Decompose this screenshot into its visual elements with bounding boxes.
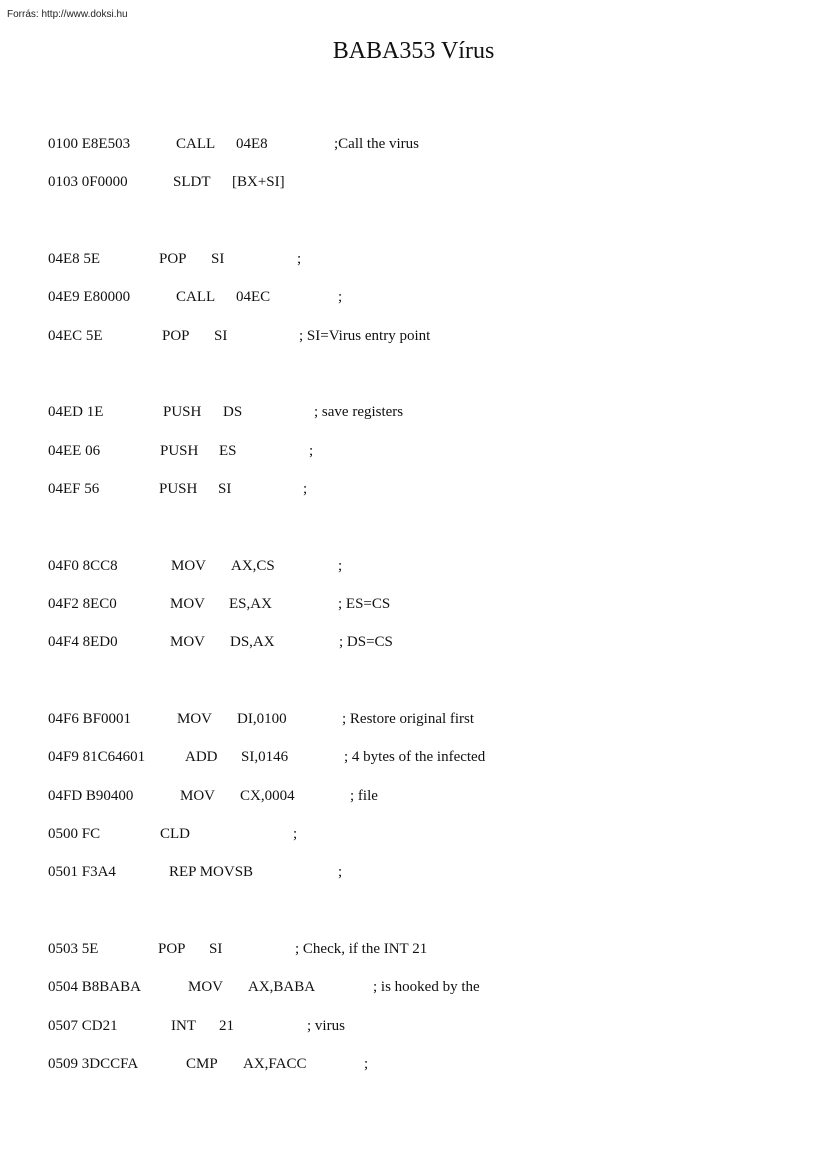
code-address: 04EE 06 xyxy=(48,443,101,459)
code-comment: ; Restore original first xyxy=(342,711,475,727)
code-line xyxy=(48,404,808,424)
code-comment: ; xyxy=(293,826,298,842)
code-line xyxy=(48,749,808,769)
code-address: 04F2 8EC0 xyxy=(48,596,117,612)
code-comment: ; xyxy=(364,1056,369,1072)
code-address: 04EF 56 xyxy=(48,481,100,497)
code-comment: ; virus xyxy=(307,1018,345,1034)
code-operand: 04E8 xyxy=(236,136,268,152)
code-address: 0504 B8BABA xyxy=(48,979,141,995)
code-comment: ; ES=CS xyxy=(338,596,391,612)
code-comment: ; DS=CS xyxy=(339,634,393,650)
code-line xyxy=(48,979,808,999)
code-comment: ; xyxy=(303,481,308,497)
code-opcode: MOV xyxy=(180,788,216,804)
code-opcode: MOV xyxy=(170,596,206,612)
code-opcode: CMP xyxy=(186,1056,218,1072)
code-address: 04EC 5E xyxy=(48,328,103,344)
code-line xyxy=(48,634,808,654)
code-operand: ES,AX xyxy=(229,596,272,612)
code-comment: ; file xyxy=(350,788,378,804)
code-comment: ; is hooked by the xyxy=(373,979,480,995)
code-line xyxy=(48,289,808,309)
code-comment: ; Check, if the INT 21 xyxy=(295,941,428,957)
code-opcode: CALL xyxy=(176,289,216,305)
code-comment: ; xyxy=(338,864,343,880)
code-line xyxy=(48,174,808,194)
code-operand: SI xyxy=(214,328,228,344)
code-line xyxy=(48,443,808,463)
code-opcode: INT xyxy=(171,1018,196,1034)
code-opcode: MOV xyxy=(171,558,207,574)
code-comment: ;Call the virus xyxy=(334,136,419,152)
code-address: 0507 CD21 xyxy=(48,1018,118,1034)
code-line xyxy=(48,481,808,501)
code-address: 0501 F3A4 xyxy=(48,864,116,880)
code-opcode: SLDT xyxy=(173,174,211,190)
code-operand: SI xyxy=(211,251,225,267)
code-operand: [BX+SI] xyxy=(232,174,285,190)
code-opcode: CALL xyxy=(176,136,216,152)
code-line xyxy=(48,596,808,616)
code-opcode: REP MOVSB xyxy=(169,864,254,880)
code-address: 04F4 8ED0 xyxy=(48,634,118,650)
code-operand: SI xyxy=(218,481,232,497)
code-address: 0103 0F0000 xyxy=(48,174,128,190)
code-operand: 21 xyxy=(219,1018,234,1034)
code-opcode: POP xyxy=(159,251,187,267)
code-operand: CX,0004 xyxy=(240,788,295,804)
code-line xyxy=(48,1018,808,1038)
code-comment: ; xyxy=(338,558,343,574)
code-address: 04ED 1E xyxy=(48,404,104,420)
code-opcode: MOV xyxy=(188,979,224,995)
code-operand: SI xyxy=(209,941,223,957)
code-address: 04F0 8CC8 xyxy=(48,558,118,574)
code-operand: 04EC xyxy=(236,289,271,305)
code-comment: ; save registers xyxy=(314,404,404,420)
code-opcode: PUSH xyxy=(160,443,199,459)
code-operand: AX,FACC xyxy=(243,1056,307,1072)
code-comment: ; SI=Virus entry point xyxy=(299,328,431,344)
code-address: 0100 E8E503 xyxy=(48,136,131,152)
code-opcode: CLD xyxy=(160,826,190,842)
code-address: 04E8 5E xyxy=(48,251,101,267)
page-title: BABA353 Vírus xyxy=(332,38,495,64)
code-opcode: POP xyxy=(162,328,190,344)
code-operand: SI,0146 xyxy=(241,749,289,765)
code-comment: ; xyxy=(309,443,314,459)
code-line xyxy=(48,328,808,348)
code-line xyxy=(48,788,808,808)
code-comment: ; xyxy=(338,289,343,305)
code-address: 04E9 E80000 xyxy=(48,289,131,305)
code-address: 0500 FC xyxy=(48,826,101,842)
code-line xyxy=(48,1056,808,1076)
code-line xyxy=(48,711,808,731)
code-line xyxy=(48,251,808,271)
code-operand: AX,BABA xyxy=(248,979,316,995)
code-address: 04F6 BF0001 xyxy=(48,711,131,727)
code-line xyxy=(48,826,808,846)
code-operand: ES xyxy=(219,443,237,459)
code-address: 04F9 81C64601 xyxy=(48,749,146,765)
code-opcode: ADD xyxy=(185,749,218,765)
code-line xyxy=(48,558,808,578)
source-note: Forrás: http://www.doksi.hu xyxy=(7,9,128,20)
code-operand: DS,AX xyxy=(230,634,275,650)
code-opcode: MOV xyxy=(170,634,206,650)
code-line xyxy=(48,941,808,961)
code-address: 0503 5E xyxy=(48,941,99,957)
code-operand: AX,CS xyxy=(231,558,275,574)
code-line xyxy=(48,864,808,884)
code-comment: ; 4 bytes of the infected xyxy=(344,749,486,765)
code-line xyxy=(48,136,808,156)
code-opcode: PUSH xyxy=(163,404,202,420)
code-operand: DI,0100 xyxy=(237,711,287,727)
code-address: 0509 3DCCFA xyxy=(48,1056,139,1072)
code-address: 04FD B90400 xyxy=(48,788,134,804)
code-comment: ; xyxy=(297,251,302,267)
code-opcode: PUSH xyxy=(159,481,198,497)
code-opcode: POP xyxy=(158,941,186,957)
code-opcode: MOV xyxy=(177,711,213,727)
code-operand: DS xyxy=(223,404,243,420)
